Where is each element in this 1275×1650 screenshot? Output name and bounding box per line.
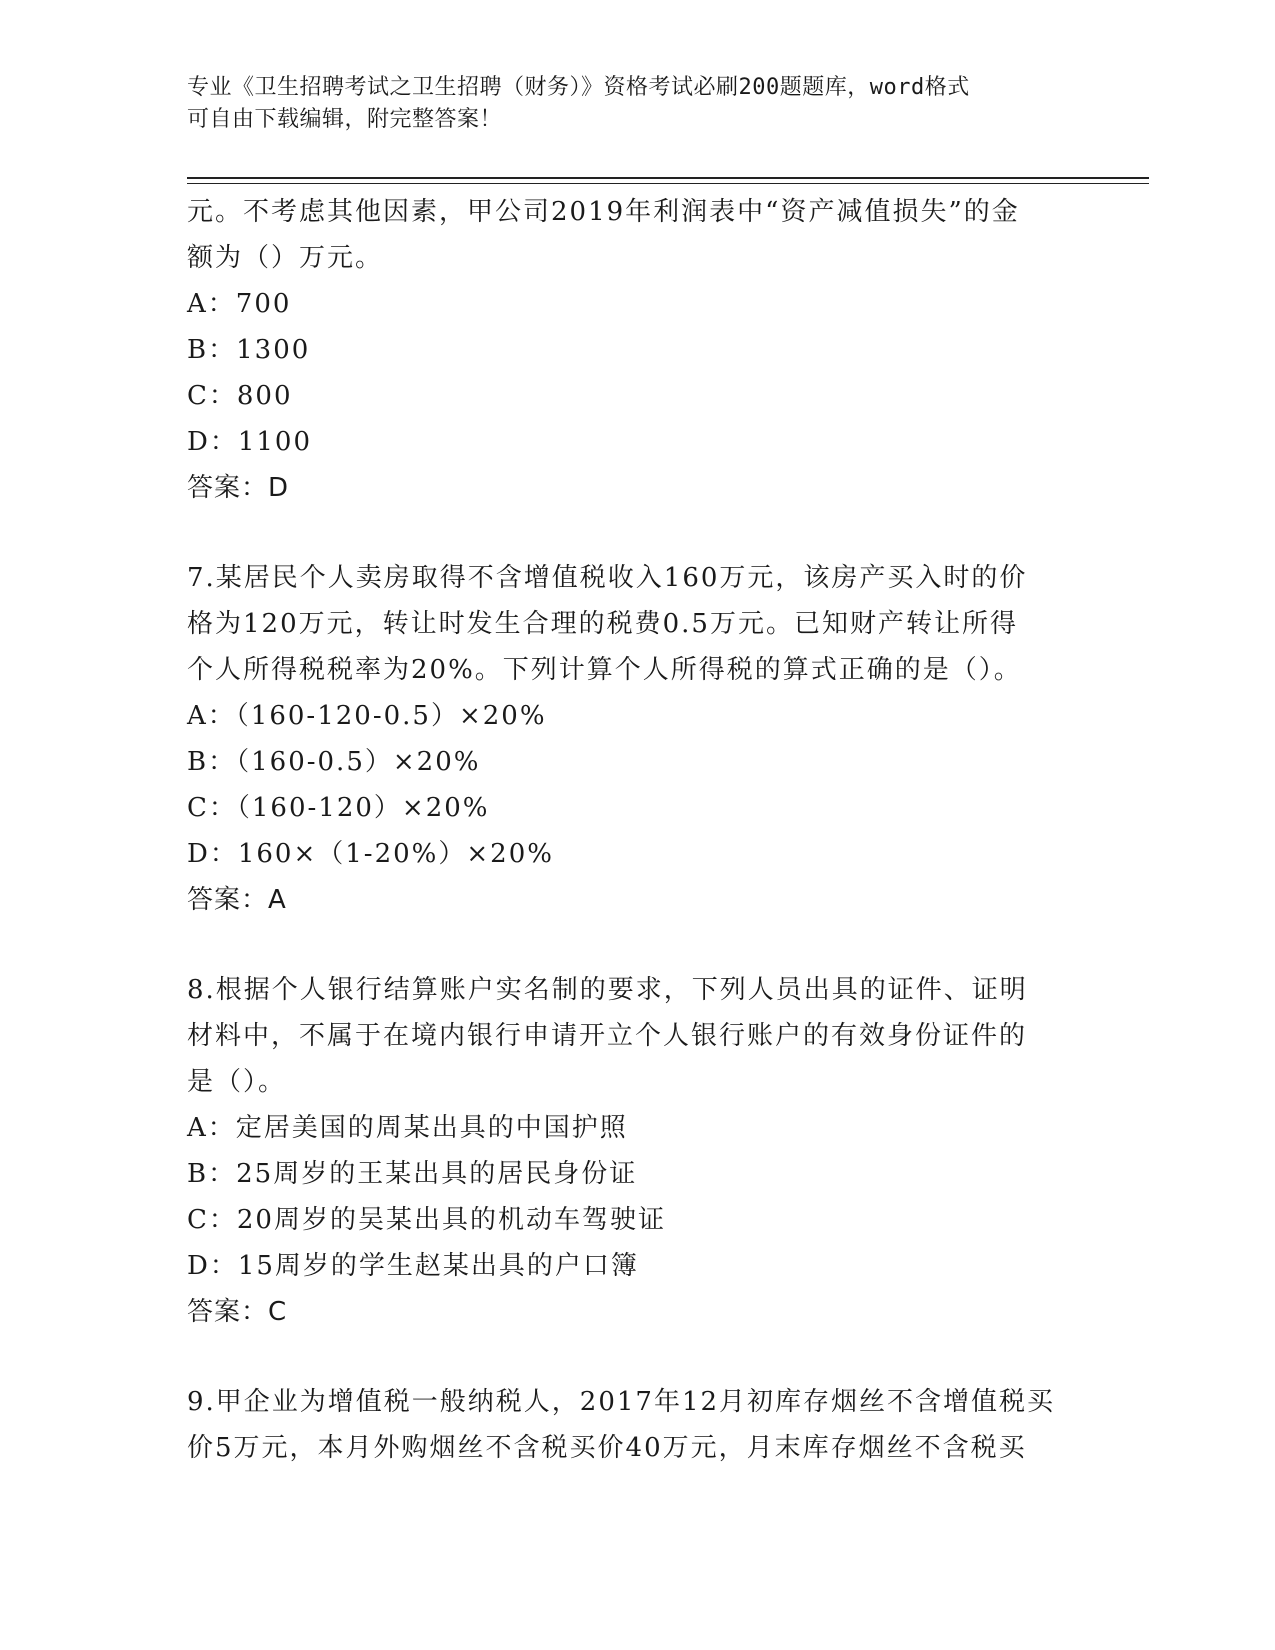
question-9 — [187, 1379, 1087, 1471]
spacer — [187, 923, 1087, 967]
answer-line: 答案：C — [187, 1297, 288, 1327]
option-b: B：1300 — [187, 335, 311, 365]
question-stem-line: 8.根据个人银行结算账户实名制的要求，下列人员出具的证件、证明 — [187, 975, 1028, 1005]
question-stem-line: 额为（）万元。 — [187, 243, 384, 273]
question-stem-line: 材料中，不属于在境内银行申请开立个人银行账户的有效身份证件的 — [187, 1021, 1028, 1051]
option-d: D：15周岁的学生赵某出具的户口簿 — [187, 1251, 639, 1281]
spacer — [187, 1335, 1087, 1379]
header-rule-thin — [187, 183, 1149, 184]
header-line-1: 专业《卫生招聘考试之卫生招聘（财务）》资格考试必刷200题题库，word格式 — [187, 75, 970, 100]
option-c: C：800 — [187, 381, 293, 411]
question-8 — [187, 967, 1087, 1335]
option-d: D：1100 — [187, 427, 313, 457]
question-stem-line: 格为120万元，转让时发生合理的税费0.5万元。已知财产转让所得 — [187, 609, 1018, 639]
question-stem-line: 个人所得税税率为20%。下列计算个人所得税的算式正确的是（）。 — [187, 655, 1022, 685]
question-6 — [187, 189, 1087, 511]
option-c: C：20周岁的吴某出具的机动车驾驶证 — [187, 1205, 666, 1235]
answer-line: 答案：A — [187, 885, 287, 915]
document-header — [187, 72, 1087, 136]
option-c: C：（160-120）×20% — [187, 793, 490, 823]
spacer — [187, 511, 1087, 555]
question-stem-line: 9.甲企业为增值税一般纳税人，2017年12月初库存烟丝不含增值税买 — [187, 1387, 1056, 1417]
option-d: D：160×（1-20%）×20% — [187, 839, 554, 869]
question-stem-line: 元。不考虑其他因素，甲公司2019年利润表中“资产减值损失”的金 — [187, 197, 1020, 227]
option-a: A：700 — [187, 289, 292, 319]
question-stem-line: 7.某居民个人卖房取得不含增值税收入160万元，该房产买入时的价 — [187, 563, 1028, 593]
answer-line: 答案：D — [187, 473, 290, 503]
option-a: A：（160-120-0.5）×20% — [187, 701, 547, 731]
option-b: B：（160-0.5）×20% — [187, 747, 481, 777]
question-stem-line: 价5万元，本月外购烟丝不含税买价40万元，月末库存烟丝不含税买 — [187, 1433, 1027, 1463]
header-line-2: 可自由下载编辑，附完整答案！ — [187, 107, 503, 132]
option-a: A：定居美国的周某出具的中国护照 — [187, 1113, 628, 1143]
option-b: B：25周岁的王某出具的居民身份证 — [187, 1159, 638, 1189]
document-body — [187, 189, 1087, 1471]
question-7 — [187, 555, 1087, 923]
question-stem-line: 是（）。 — [187, 1067, 287, 1097]
header-rule-thick — [187, 177, 1149, 179]
